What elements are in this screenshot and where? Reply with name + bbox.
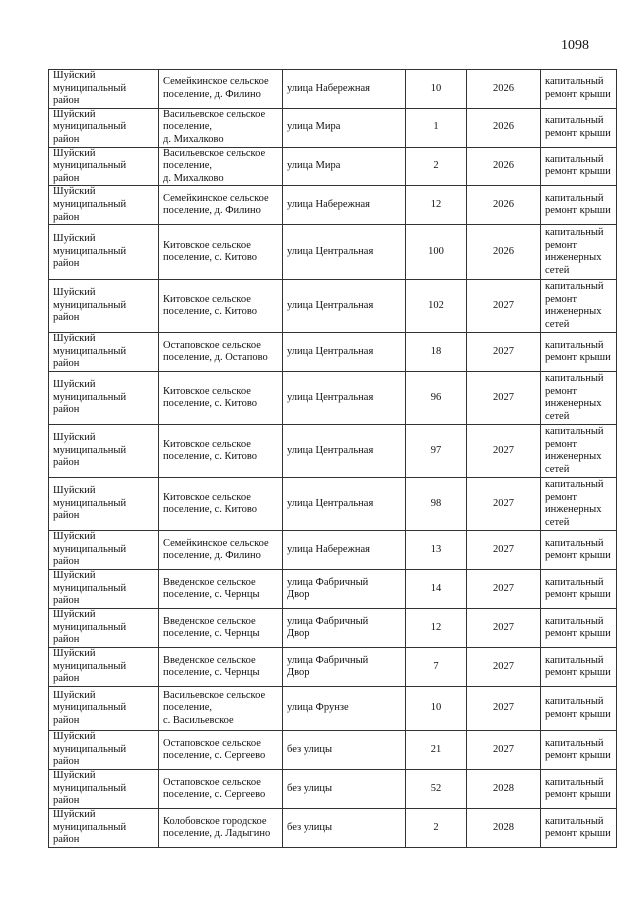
street-cell-line: улица Фрунзе bbox=[287, 702, 349, 714]
table-row bbox=[49, 372, 617, 425]
year-cell: 2026 bbox=[467, 147, 541, 186]
district-cell: Шуйский муниципальный район bbox=[49, 186, 159, 225]
settlement-cell-line: поселение, с. Сергеево bbox=[163, 789, 266, 801]
settlement-cell bbox=[159, 478, 283, 531]
district-cell: Шуйский муниципальный район bbox=[49, 280, 159, 333]
street-cell bbox=[283, 425, 406, 478]
settlement-cell-line: Семейкинское сельское bbox=[163, 192, 269, 204]
work-type-cell-line: ремонт крыши bbox=[545, 708, 611, 720]
house-number-cell: 97 bbox=[406, 425, 467, 478]
district-cell: Шуйский муниципальный район bbox=[49, 531, 159, 570]
work-type-cell-line: сетей bbox=[545, 410, 570, 422]
settlement-cell-line: Остаповское сельское bbox=[163, 737, 261, 749]
street-cell-line: улица Центральная bbox=[287, 345, 374, 357]
table-row bbox=[49, 478, 617, 531]
settlement-cell-line: Китовское сельское bbox=[163, 438, 251, 450]
work-type-cell-line: капитальный bbox=[545, 654, 604, 666]
table-row bbox=[49, 731, 617, 770]
work-type-cell-line: ремонт bbox=[545, 491, 578, 503]
year-cell: 2026 bbox=[467, 225, 541, 280]
settlement-cell-line: Китовское сельское bbox=[163, 293, 251, 305]
district-cell: Шуйский муниципальный район bbox=[49, 687, 159, 731]
house-number-cell: 52 bbox=[406, 770, 467, 809]
house-number-cell: 102 bbox=[406, 280, 467, 333]
work-type-cell-line: капитальный bbox=[545, 425, 604, 437]
street-cell bbox=[283, 186, 406, 225]
street-cell-line: улица Фабричный bbox=[287, 615, 369, 627]
street-cell-line: без улицы bbox=[287, 782, 333, 794]
settlement-cell-line: Введенское сельское bbox=[163, 654, 256, 666]
district-cell: Шуйский муниципальный район bbox=[49, 147, 159, 186]
settlement-cell-line: поселение, bbox=[163, 702, 213, 714]
work-type-cell-line: капитальный bbox=[545, 615, 604, 627]
house-number-cell: 2 bbox=[406, 809, 467, 848]
street-cell bbox=[283, 809, 406, 848]
table-row bbox=[49, 687, 617, 731]
settlement-cell-line: Васильевское сельское bbox=[163, 108, 266, 120]
settlement-cell bbox=[159, 425, 283, 478]
work-type-cell bbox=[541, 648, 617, 687]
settlement-cell bbox=[159, 186, 283, 225]
table-row bbox=[49, 225, 617, 280]
street-cell-line: улица Центральная bbox=[287, 444, 374, 456]
settlement-cell-line: Семейкинское сельское bbox=[163, 76, 269, 88]
year-cell: 2027 bbox=[467, 531, 541, 570]
street-cell-line: улица Набережная bbox=[287, 82, 370, 94]
street-cell-line: без улицы bbox=[287, 821, 333, 833]
settlement-cell bbox=[159, 731, 283, 770]
work-type-cell bbox=[541, 108, 617, 147]
year-cell: 2027 bbox=[467, 425, 541, 478]
street-cell-line: Двор bbox=[287, 628, 310, 640]
settlement-cell bbox=[159, 70, 283, 109]
settlement-cell-line: Китовское сельское bbox=[163, 385, 251, 397]
house-number-cell: 100 bbox=[406, 225, 467, 280]
work-type-cell-line: сетей bbox=[545, 463, 570, 475]
street-cell bbox=[283, 280, 406, 333]
table-row bbox=[49, 648, 617, 687]
street-cell bbox=[283, 687, 406, 731]
work-type-cell-line: ремонт bbox=[545, 293, 578, 305]
work-type-cell-line: ремонт крыши bbox=[545, 205, 611, 217]
street-cell bbox=[283, 108, 406, 147]
work-type-cell bbox=[541, 147, 617, 186]
work-type-cell-line: капитальный bbox=[545, 76, 604, 88]
work-type-cell-line: ремонт крыши bbox=[545, 750, 611, 762]
work-type-cell-line: сетей bbox=[545, 318, 570, 330]
work-type-cell bbox=[541, 425, 617, 478]
street-cell bbox=[283, 333, 406, 372]
work-type-cell bbox=[541, 372, 617, 425]
house-number-cell: 2 bbox=[406, 147, 467, 186]
work-type-cell-line: капитальный bbox=[545, 280, 604, 292]
street-cell-line: улица Центральная bbox=[287, 497, 374, 509]
work-type-cell-line: капитальный bbox=[545, 576, 604, 588]
table-row bbox=[49, 609, 617, 648]
work-type-cell-line: инженерных bbox=[545, 451, 602, 463]
settlement-cell bbox=[159, 280, 283, 333]
work-type-cell-line: ремонт крыши bbox=[545, 550, 611, 562]
page-number: 1098 bbox=[561, 38, 589, 53]
street-cell bbox=[283, 609, 406, 648]
street-cell-line: улица Центральная bbox=[287, 245, 374, 257]
year-cell: 2027 bbox=[467, 648, 541, 687]
work-type-cell-line: ремонт bbox=[545, 438, 578, 450]
district-cell: Шуйский муниципальный район bbox=[49, 809, 159, 848]
settlement-cell bbox=[159, 531, 283, 570]
settlement-cell bbox=[159, 570, 283, 609]
settlement-cell bbox=[159, 809, 283, 848]
work-type-cell bbox=[541, 809, 617, 848]
year-cell: 2027 bbox=[467, 478, 541, 531]
street-cell bbox=[283, 731, 406, 770]
settlement-cell-line: поселение, с. Чернцы bbox=[163, 667, 260, 679]
street-cell-line: улица Фабричный bbox=[287, 654, 369, 666]
settlement-cell-line: поселение, с. Сергеево bbox=[163, 750, 266, 762]
work-type-cell-line: капитальный bbox=[545, 776, 604, 788]
house-number-cell: 12 bbox=[406, 609, 467, 648]
street-cell-line: улица Центральная bbox=[287, 391, 374, 403]
street-cell-line: улица Мира bbox=[287, 160, 341, 172]
year-cell: 2026 bbox=[467, 108, 541, 147]
settlement-cell bbox=[159, 609, 283, 648]
settlement-cell-line: поселение, д. Остапово bbox=[163, 352, 268, 364]
table-row bbox=[49, 770, 617, 809]
work-type-cell-line: ремонт bbox=[545, 239, 578, 251]
settlement-cell bbox=[159, 648, 283, 687]
work-type-cell-line: ремонт крыши bbox=[545, 789, 611, 801]
street-cell bbox=[283, 478, 406, 531]
settlement-cell-line: Колобовское городское bbox=[163, 815, 267, 827]
house-number-cell: 18 bbox=[406, 333, 467, 372]
year-cell: 2028 bbox=[467, 809, 541, 848]
house-number-cell: 12 bbox=[406, 186, 467, 225]
work-type-cell-line: капитальный bbox=[545, 226, 604, 238]
settlement-cell-line: Введенское сельское bbox=[163, 576, 256, 588]
street-cell bbox=[283, 225, 406, 280]
work-type-cell-line: капитальный bbox=[545, 537, 604, 549]
year-cell: 2027 bbox=[467, 372, 541, 425]
work-type-cell bbox=[541, 731, 617, 770]
year-cell: 2027 bbox=[467, 687, 541, 731]
settlement-cell-line: поселение, bbox=[163, 160, 213, 172]
table-row bbox=[49, 809, 617, 848]
repair-schedule-table bbox=[48, 69, 617, 848]
settlement-cell-line: Васильевское сельское bbox=[163, 147, 266, 159]
street-cell bbox=[283, 70, 406, 109]
settlement-cell-line: поселение, с. Китово bbox=[163, 398, 257, 410]
work-type-cell-line: ремонт крыши bbox=[545, 828, 611, 840]
work-type-cell-line: капитальный bbox=[545, 153, 604, 165]
settlement-cell bbox=[159, 687, 283, 731]
house-number-cell: 14 bbox=[406, 570, 467, 609]
table-row bbox=[49, 186, 617, 225]
settlement-cell-line: поселение, д. Филино bbox=[163, 205, 261, 217]
table-row bbox=[49, 531, 617, 570]
district-cell: Шуйский муниципальный район bbox=[49, 225, 159, 280]
house-number-cell: 10 bbox=[406, 687, 467, 731]
street-cell bbox=[283, 147, 406, 186]
work-type-cell-line: сетей bbox=[545, 264, 570, 276]
settlement-cell-line: поселение, д. Филино bbox=[163, 88, 261, 100]
settlement-cell-line: д. Михалково bbox=[163, 133, 224, 145]
house-number-cell: 10 bbox=[406, 70, 467, 109]
work-type-cell-line: сетей bbox=[545, 516, 570, 528]
table-row bbox=[49, 333, 617, 372]
settlement-cell-line: Васильевское сельское bbox=[163, 689, 266, 701]
work-type-cell-line: капитальный bbox=[545, 815, 604, 827]
settlement-cell-line: Семейкинское сельское bbox=[163, 537, 269, 549]
settlement-cell-line: поселение, с. Китово bbox=[163, 306, 257, 318]
work-type-cell bbox=[541, 687, 617, 731]
work-type-cell-line: инженерных bbox=[545, 398, 602, 410]
work-type-cell-line: инженерных bbox=[545, 504, 602, 516]
work-type-cell-line: капитальный bbox=[545, 192, 604, 204]
street-cell-line: улица Центральная bbox=[287, 299, 374, 311]
work-type-cell bbox=[541, 70, 617, 109]
street-cell-line: улица Набережная bbox=[287, 198, 370, 210]
house-number-cell: 7 bbox=[406, 648, 467, 687]
settlement-cell-line: поселение, д. Филино bbox=[163, 550, 261, 562]
table-row bbox=[49, 570, 617, 609]
settlement-cell bbox=[159, 108, 283, 147]
table-body bbox=[49, 70, 617, 848]
work-type-cell-line: инженерных bbox=[545, 252, 602, 264]
year-cell: 2026 bbox=[467, 70, 541, 109]
settlement-cell-line: Остаповское сельское bbox=[163, 776, 261, 788]
year-cell: 2028 bbox=[467, 770, 541, 809]
work-type-cell bbox=[541, 333, 617, 372]
year-cell: 2027 bbox=[467, 609, 541, 648]
house-number-cell: 98 bbox=[406, 478, 467, 531]
street-cell bbox=[283, 570, 406, 609]
house-number-cell: 96 bbox=[406, 372, 467, 425]
work-type-cell bbox=[541, 280, 617, 333]
district-cell: Шуйский муниципальный район bbox=[49, 770, 159, 809]
district-cell: Шуйский муниципальный район bbox=[49, 333, 159, 372]
settlement-cell-line: поселение, с. Китово bbox=[163, 451, 257, 463]
work-type-cell bbox=[541, 186, 617, 225]
work-type-cell-line: ремонт крыши bbox=[545, 667, 611, 679]
work-type-cell bbox=[541, 570, 617, 609]
year-cell: 2027 bbox=[467, 333, 541, 372]
work-type-cell-line: ремонт bbox=[545, 385, 578, 397]
work-type-cell bbox=[541, 531, 617, 570]
house-number-cell: 13 bbox=[406, 531, 467, 570]
table-row bbox=[49, 147, 617, 186]
district-cell: Шуйский муниципальный район bbox=[49, 372, 159, 425]
street-cell-line: улица Набережная bbox=[287, 543, 370, 555]
year-cell: 2026 bbox=[467, 186, 541, 225]
settlement-cell-line: д. Михалково bbox=[163, 172, 224, 184]
work-type-cell bbox=[541, 609, 617, 648]
house-number-cell: 21 bbox=[406, 731, 467, 770]
settlement-cell-line: с. Васильевское bbox=[163, 714, 234, 726]
work-type-cell-line: капитальный bbox=[545, 696, 604, 708]
settlement-cell bbox=[159, 372, 283, 425]
work-type-cell-line: капитальный bbox=[545, 737, 604, 749]
settlement-cell-line: Остаповское сельское bbox=[163, 339, 261, 351]
table-row bbox=[49, 70, 617, 109]
work-type-cell bbox=[541, 225, 617, 280]
street-cell-line: без улицы bbox=[287, 743, 333, 755]
district-cell: Шуйский муниципальный район bbox=[49, 478, 159, 531]
table-row bbox=[49, 425, 617, 478]
year-cell: 2027 bbox=[467, 731, 541, 770]
work-type-cell-line: капитальный bbox=[545, 115, 604, 127]
table-row bbox=[49, 108, 617, 147]
settlement-cell-line: Введенское сельское bbox=[163, 615, 256, 627]
work-type-cell-line: капитальный bbox=[545, 372, 604, 384]
settlement-cell bbox=[159, 770, 283, 809]
street-cell bbox=[283, 531, 406, 570]
year-cell: 2027 bbox=[467, 570, 541, 609]
district-cell: Шуйский муниципальный район bbox=[49, 731, 159, 770]
settlement-cell-line: Китовское сельское bbox=[163, 239, 251, 251]
district-cell: Шуйский муниципальный район bbox=[49, 570, 159, 609]
street-cell-line: улица Мира bbox=[287, 121, 341, 133]
street-cell-line: улица Фабричный bbox=[287, 576, 369, 588]
settlement-cell-line: поселение, с. Китово bbox=[163, 252, 257, 264]
settlement-cell bbox=[159, 147, 283, 186]
settlement-cell-line: поселение, с. Чернцы bbox=[163, 628, 260, 640]
settlement-cell-line: поселение, д. Ладыгино bbox=[163, 828, 271, 840]
work-type-cell-line: ремонт крыши bbox=[545, 166, 611, 178]
district-cell: Шуйский муниципальный район bbox=[49, 648, 159, 687]
settlement-cell bbox=[159, 333, 283, 372]
work-type-cell-line: ремонт крыши bbox=[545, 352, 611, 364]
work-type-cell bbox=[541, 478, 617, 531]
settlement-cell bbox=[159, 225, 283, 280]
work-type-cell-line: инженерных bbox=[545, 306, 602, 318]
work-type-cell-line: ремонт крыши bbox=[545, 127, 611, 139]
settlement-cell-line: поселение, с. Китово bbox=[163, 504, 257, 516]
work-type-cell-line: ремонт крыши bbox=[545, 88, 611, 100]
district-cell: Шуйский муниципальный район bbox=[49, 609, 159, 648]
work-type-cell-line: капитальный bbox=[545, 339, 604, 351]
street-cell bbox=[283, 770, 406, 809]
work-type-cell-line: капитальный bbox=[545, 478, 604, 490]
street-cell-line: Двор bbox=[287, 667, 310, 679]
settlement-cell-line: поселение, с. Чернцы bbox=[163, 589, 260, 601]
work-type-cell-line: ремонт крыши bbox=[545, 589, 611, 601]
table-row bbox=[49, 280, 617, 333]
year-cell: 2027 bbox=[467, 280, 541, 333]
settlement-cell-line: поселение, bbox=[163, 121, 213, 133]
settlement-cell-line: Китовское сельское bbox=[163, 491, 251, 503]
street-cell bbox=[283, 648, 406, 687]
street-cell bbox=[283, 372, 406, 425]
work-type-cell bbox=[541, 770, 617, 809]
street-cell-line: Двор bbox=[287, 589, 310, 601]
house-number-cell: 1 bbox=[406, 108, 467, 147]
district-cell: Шуйский муниципальный район bbox=[49, 425, 159, 478]
district-cell: Шуйский муниципальный район bbox=[49, 108, 159, 147]
district-cell: Шуйский муниципальный район bbox=[49, 70, 159, 109]
work-type-cell-line: ремонт крыши bbox=[545, 628, 611, 640]
